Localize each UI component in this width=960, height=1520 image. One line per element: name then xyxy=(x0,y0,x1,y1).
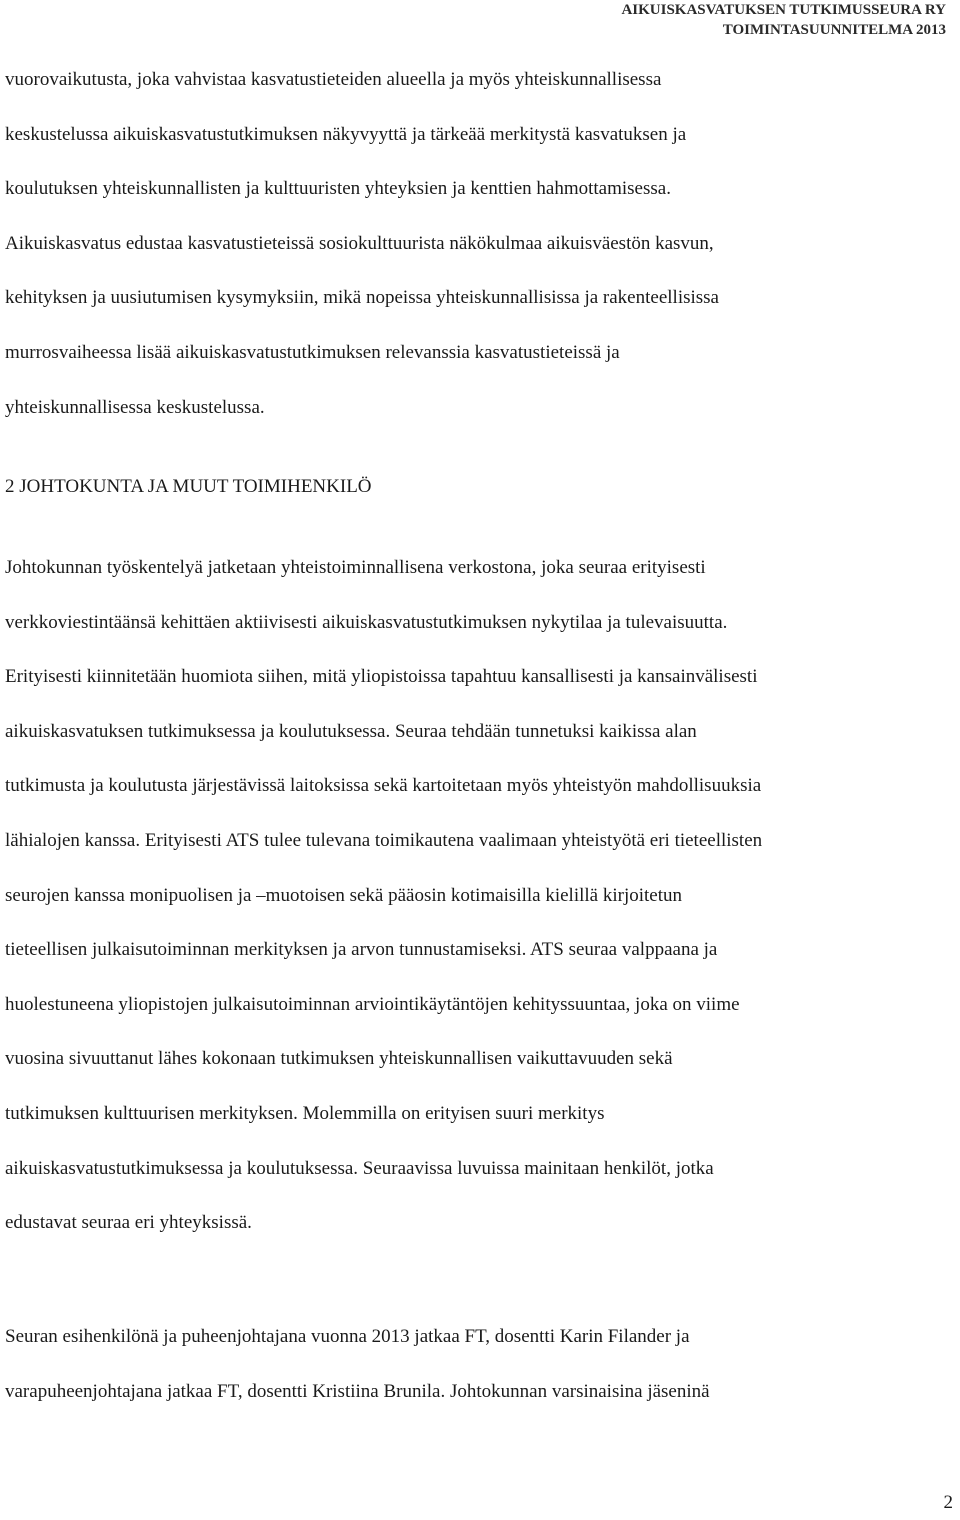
text-line: tutkimusta ja koulutusta järjestävissä laitoksissa sekä kartoitetaan myös yhteistyön mahdollisuuksia xyxy=(5,775,762,797)
text-line: verkkoviestintäänsä kehittäen aktiivisesti aikuiskasvatustutkimuksen nykytilaa ja tulevaisuutta. xyxy=(5,611,728,633)
text-line: aikuiskasvatustutkimuksessa ja koulutuksessa. Seuraavissa luvuissa mainitaan henkilöt, jotka xyxy=(5,1157,714,1179)
section-heading: 2 JOHTOKUNTA JA MUUT TOIMIHENKILÖ xyxy=(5,476,372,497)
text-line: Erityisesti kiinnitetään huomiota siihen, mitä yliopistoissa tapahtuu kansallisesti ja kansainvälisesti xyxy=(5,666,758,688)
text-line: Aikuiskasvatus edustaa kasvatustieteissä sosiokulttuurista näkökulmaa aikuisväestön kasvun, xyxy=(5,232,714,254)
text-line: koulutuksen yhteiskunnallisten ja kulttuuristen yhteyksien ja kenttien hahmottamisessa. xyxy=(5,178,671,200)
text-line: aikuiskasvatuksen tutkimuksessa ja koulutuksessa. Seuraa tehdään tunnetuksi kaikissa alan xyxy=(5,720,697,742)
paragraph-officers xyxy=(5,1310,955,1419)
paragraph-intro xyxy=(5,53,955,435)
header-organization: AIKUISKASVATUKSEN TUTKIMUSSEURA RY xyxy=(621,2,946,18)
text-line: kehityksen ja uusiutumisen kysymyksiin, mikä nopeissa yhteiskunnallisissa ja rakenteellisissa xyxy=(5,287,719,309)
paragraph-board-work xyxy=(5,541,955,1251)
text-line: varapuheenjohtajana jatkaa FT, dosentti Kristiina Brunila. Johtokunnan varsinaisina jäseninä xyxy=(5,1380,710,1402)
text-line: lähialojen kanssa. Erityisesti ATS tulee tulevana toimikautena vaalimaan yhteistyötä eri tieteellisten xyxy=(5,829,763,851)
text-line: edustavat seuraa eri yhteyksissä. xyxy=(5,1212,252,1234)
page-header xyxy=(621,0,946,40)
text-line: vuorovaikutusta, joka vahvistaa kasvatustieteiden alueella ja myös yhteiskunnallisessa xyxy=(5,69,662,90)
text-line: Johtokunnan työskentelyä jatketaan yhteistoiminnallisena verkostona, joka seuraa erityisesti xyxy=(5,557,706,578)
text-line: Seuran esihenkilönä ja puheenjohtajana vuonna 2013 jatkaa FT, dosentti Karin Filander ja xyxy=(5,1326,690,1347)
text-line: tutkimuksen kulttuurisen merkityksen. Molemmilla on erityisen suuri merkitys xyxy=(5,1102,605,1124)
text-line: yhteiskunnallisessa keskustelussa. xyxy=(5,396,265,418)
text-line: vuosina sivuuttanut lähes kokonaan tutkimuksen yhteiskunnallisen vaikuttavuuden sekä xyxy=(5,1048,673,1070)
text-line: tieteellisen julkaisutoiminnan merkityksen ja arvon tunnustamiseksi. ATS seuraa valppaana ja xyxy=(5,939,718,961)
header-document-title: TOIMINTASUUNNITELMA 2013 xyxy=(722,22,946,38)
text-line: seurojen kanssa monipuolisen ja –muotoisen sekä pääosin kotimaisilla kielillä kirjoitetun xyxy=(5,884,683,906)
text-line: huolestuneena yliopistojen julkaisutoiminnan arviointikäytäntöjen kehityssuuntaa, joka on viime xyxy=(5,993,740,1015)
text-line: murrosvaiheessa lisää aikuiskasvatustutkimuksen relevanssia kasvatustieteissä ja xyxy=(5,341,620,363)
text-line: keskustelussa aikuiskasvatustutkimuksen näkyvyyttä ja tärkeää merkitystä kasvatuksen ja xyxy=(5,123,687,145)
page-number: 2 xyxy=(943,1492,953,1513)
